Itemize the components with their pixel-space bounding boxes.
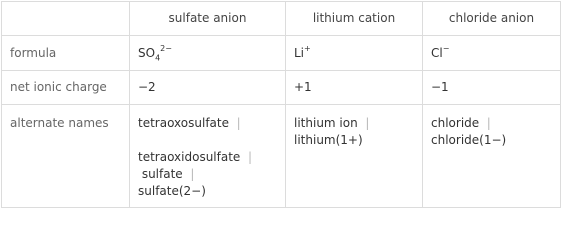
alt-name: tetraoxidosulfate: [138, 150, 241, 164]
alt-name: lithium(1+): [294, 133, 363, 147]
formula-superscript: 2−: [160, 43, 172, 53]
alt-name: tetraoxosulfate: [138, 116, 229, 130]
formula-superscript: +: [304, 43, 311, 53]
alt-names-sulfate-cell: [130, 105, 286, 208]
row-label-formula: formula: [2, 36, 130, 71]
formula-sulfate-cell: [130, 36, 286, 71]
column-header-chloride-anion: chloride anion: [423, 2, 561, 36]
charge-chloride-cell: −1: [423, 71, 561, 105]
name-separator: |: [365, 116, 370, 130]
name-separator: |: [190, 167, 195, 181]
charge-sulfate-cell: −2: [130, 71, 286, 105]
alt-name: lithium ion: [294, 116, 358, 130]
properties-table: [1, 1, 561, 208]
formula-chloride-cell: [423, 36, 561, 71]
formula-subscript: 4: [155, 52, 161, 62]
formula-row: [2, 36, 561, 71]
row-label-net-ionic-charge: net ionic charge: [2, 71, 130, 105]
header-row: [2, 2, 561, 36]
formula-lithium-cell: [286, 36, 423, 71]
name-separator: |: [236, 116, 241, 130]
alt-name: chloride(1−): [431, 133, 507, 147]
alt-names-lithium-cell: [286, 105, 423, 208]
net-ionic-charge-row: [2, 71, 561, 105]
header-corner-cell: [2, 2, 130, 36]
name-separator: |: [247, 150, 252, 164]
formula-base: SO: [138, 45, 156, 60]
row-label-alternate-names: alternate names: [2, 105, 130, 208]
alt-name: chloride: [431, 116, 480, 130]
formula-base: Cl: [431, 45, 443, 60]
formula-superscript: −: [442, 43, 450, 53]
alternate-names-row: [2, 105, 561, 208]
column-header-sulfate-anion: sulfate anion: [130, 2, 286, 36]
name-separator: |: [486, 116, 491, 130]
alt-name: sulfate: [141, 167, 183, 181]
alt-names-chloride-cell: [423, 105, 561, 208]
formula-base: Li: [294, 45, 305, 60]
alt-name: sulfate(2−): [138, 184, 206, 198]
charge-lithium-cell: +1: [286, 71, 423, 105]
column-header-lithium-cation: lithium cation: [286, 2, 423, 36]
